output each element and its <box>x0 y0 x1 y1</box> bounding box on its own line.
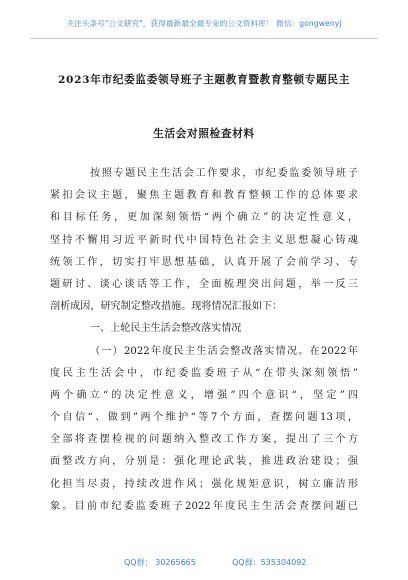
document-title-line-1: 2023年市纪委监委领导班子主题教育暨教育整顿专题民主 <box>57 74 351 86</box>
body-paragraph-line: 面整改方向，分别是：强化理论武装，推进政治建设；强 <box>50 456 358 468</box>
header-divider <box>30 38 378 39</box>
body-paragraph-line: 紧扣会议主题，聚焦主题教育和教育整顿工作的总体要求 <box>50 190 358 202</box>
document-body <box>50 163 358 518</box>
body-paragraph-line: 坚持不懈用习近平新时代中国特色社会主义思想凝心铸魂 <box>50 234 358 246</box>
body-paragraph-line: 个自信“、做到”两个维护“等7个方面，查摆问题13项， <box>50 412 358 424</box>
footer-qq-group-2: QQ群：535304092 <box>232 558 307 567</box>
footer-qq-group-1: QQ群： 30265665 <box>124 558 196 567</box>
body-paragraph-line: 象。目前市纪委监委班子2022年度民主生活会查摆问题已 <box>50 500 358 512</box>
body-paragraph-line: 和目标任务，更加深刻领悟“两个确立”的决定性意义， <box>50 212 358 224</box>
body-paragraph-line: 度民主生活会中，市纪委监委班子从“在带头深刻领悟” <box>50 367 358 379</box>
body-paragraph-line: 全部将查摆检视的问题纳入整改工作方案，提出了三个方 <box>50 434 358 446</box>
body-paragraph-line: 题研讨、谈心谈话等工作，全面梳理突出问题，举一反三 <box>50 278 358 290</box>
body-paragraph-line: 统领工作，切实打牢思想基础，认真开展了会前学习、专 <box>50 256 358 268</box>
header-promo-note: 关注头条号"公文研究"，获得最新最全最专业的公文资料库！ 微信：gongwenyj <box>66 19 342 28</box>
body-paragraph-line: （一）2022年度民主生活会整改落实情况。在2022年 <box>90 345 358 357</box>
body-paragraph-line: 化担当尽责，持续改进作风；强化规矩意识，树立廉洁形 <box>50 478 358 490</box>
document-title-line-2: 生活会对照检查材料 <box>153 128 255 140</box>
body-paragraph-line: 剖析成因，研究制定整改措施。现将情况汇报如下： <box>50 301 283 313</box>
body-paragraph-line: 按照专题民主生活会工作要求，市纪委监委领导班子 <box>90 168 358 179</box>
section-heading: 一、上轮民主生活会整改落实情况 <box>90 323 242 335</box>
body-paragraph-line: 两个确立“的决定性意义，增强”四个意识“，坚定”四 <box>50 389 358 401</box>
